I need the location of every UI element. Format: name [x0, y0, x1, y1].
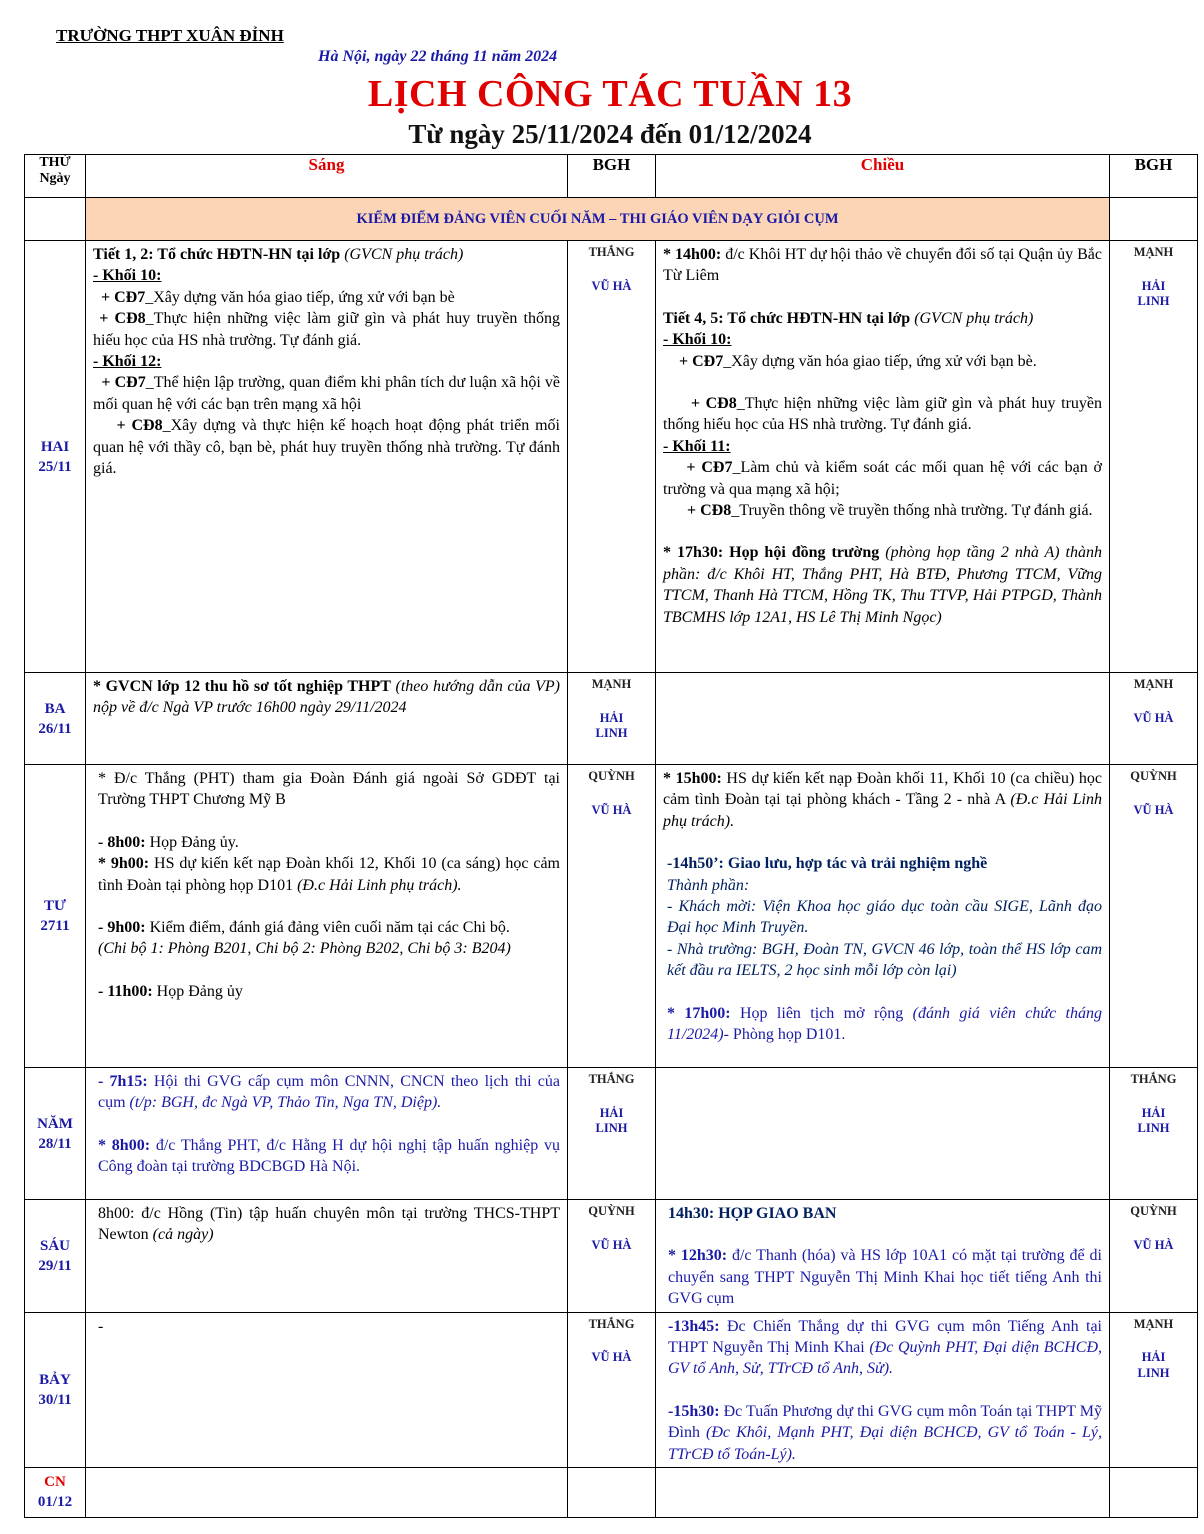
bgh-name: LINH — [1137, 294, 1170, 308]
afternoon-cell-friday — [656, 1200, 1110, 1313]
day-cell-wednesday — [25, 765, 86, 1068]
activity-time: -13h45: — [668, 1317, 720, 1335]
morning-cell-thursday — [86, 1068, 568, 1200]
activity-text: đ/c Thắng PHT, đ/c Hằng H dự hội nghị tập huấn nghiệp vụ Công đoàn tại trường BDCBGD Hà Nội. — [98, 1136, 561, 1176]
header-day-line1: THỨ — [39, 155, 71, 170]
activity-note: (Đc Quỳnh PHT, Đại diện BCHCĐ, GV tổ Anh, Sử, TTrCĐ tổ Anh, Sử). — [668, 1339, 1103, 1378]
bgh-afternoon-wednesday — [1110, 765, 1198, 1068]
day-date: 2711 — [40, 918, 70, 934]
grade-heading: - Khối 10: — [663, 331, 732, 349]
bgh-name: VŨ HÀ — [591, 278, 632, 293]
topic-code: + CĐ7 — [101, 374, 146, 392]
school-name: TRƯỜNG THPT XUÂN ĐỈNH — [56, 26, 284, 45]
bgh-afternoon-thursday — [1110, 1068, 1198, 1200]
day-date: 30/11 — [38, 1391, 72, 1408]
bgh-morning-sunday — [568, 1468, 656, 1518]
banner-text: KIỂM ĐIỂM ĐẢNG VIÊN CUỐI NĂM – THI GIÁO VIÊN DẠY GIỎI CỤM — [86, 198, 1110, 241]
topic-code: + CĐ7 — [679, 352, 724, 370]
day-name: TƯ — [44, 898, 66, 914]
page-title: LỊCH CÔNG TÁC TUẦN 13 — [367, 73, 853, 115]
activity-note: (cả ngày) — [152, 1226, 214, 1244]
day-name: SÁU — [39, 1237, 70, 1254]
bgh-morning-tuesday — [568, 673, 656, 765]
banner-empty-right — [1110, 198, 1198, 241]
header-day-line2: Ngày — [39, 171, 71, 186]
day-name: BA — [44, 700, 66, 717]
afternoon-cell-sunday — [656, 1468, 1110, 1518]
banner-empty-left — [25, 198, 86, 241]
activity-note: (Chi bộ 1: Phòng B201, Chi bộ 2: Phòng B202, Chi bộ 3: B204) — [98, 940, 511, 958]
bgh-name: QUỲNH — [588, 1204, 635, 1218]
activity-note: Thành phần: — [667, 876, 750, 894]
activity-text: * Đ/c Thắng (PHT) tham gia Đoàn Đánh giá ngoài Sở GDĐT tại Trường THPT Chương Mỹ B — [98, 770, 560, 809]
page-subtitle: Từ ngày 25/11/2024 đến 01/12/2024 — [408, 119, 812, 149]
bgh-name: VŨ HÀ — [1133, 1237, 1174, 1252]
header-row — [25, 155, 1198, 198]
activity-note: (GVCN phụ trách) — [340, 246, 464, 263]
activity-time: - 9h00: — [98, 919, 146, 937]
day-date: 25/11 — [38, 458, 72, 475]
topic-text: _Xây dựng văn hóa giao tiếp, ứng xử với bạn bè. — [723, 352, 1037, 370]
activity-title: 14h30: HỌP GIAO BAN — [668, 1205, 837, 1222]
topic-text: _Xây dựng văn hóa giao tiếp, ứng xử với bạn bè — [145, 288, 455, 306]
topic-text: _Xây dựng và thực hiện kế hoạch hoạt động phát triển mối quan hệ với thầy cô, bạn bè, phát huy truyền thống nhà trường. Tự đánh giá. — [93, 417, 561, 478]
afternoon-cell-wednesday — [656, 765, 1110, 1068]
row-wednesday — [25, 765, 1198, 1068]
activity-time: - 11h00: — [98, 982, 153, 1000]
topic-code: + CĐ8 — [687, 502, 732, 520]
activity-time: * 15h00: — [663, 770, 722, 787]
bgh-name: VŨ HÀ — [591, 1350, 632, 1365]
activity-time: 8h00: — [98, 1205, 135, 1222]
bgh-name: LINH — [1137, 1121, 1170, 1135]
bgh-name: MẠNH — [1133, 245, 1174, 259]
header-day — [25, 155, 86, 198]
header-afternoon: Chiều — [656, 155, 1110, 198]
row-saturday — [25, 1312, 1198, 1467]
day-cell-saturday — [25, 1312, 86, 1467]
bgh-name: LINH — [1137, 1365, 1170, 1380]
topic-code: + CĐ7 — [101, 288, 146, 306]
grade-heading: - Khối 12: — [93, 353, 162, 371]
bgh-name: THẮNG — [588, 245, 635, 259]
bgh-name: VŨ HÀ — [591, 802, 632, 817]
row-thursday — [25, 1068, 1198, 1200]
activity-time: * 8h00: — [98, 1136, 151, 1154]
activity-text: HS dự kiến kết nạp Đoàn khối 11, Khối 10 (ca chiều) học cảm tình Đoàn tại tại phòng khách - Tầng 2 - nhà A — [663, 770, 1102, 809]
bgh-name: MẠNH — [591, 677, 632, 691]
afternoon-cell-monday — [656, 241, 1110, 673]
day-cell-friday — [25, 1200, 86, 1313]
row-monday — [25, 241, 1198, 673]
activity-text: Họp Đảng ủy. — [145, 833, 239, 851]
topic-code: + CĐ8 — [116, 417, 163, 435]
bgh-name: LINH — [595, 726, 628, 740]
bgh-morning-wednesday — [568, 765, 656, 1068]
dateline: Hà Nội, ngày 22 tháng 11 năm 2024 — [318, 48, 558, 65]
schedule-table — [24, 154, 1198, 1518]
activity-time: - 7h15: — [98, 1073, 148, 1090]
activity-title: Tiết 1, 2: Tổ chức HĐTN-HN tại lớp — [93, 246, 341, 263]
activity-text: - Phòng họp D101. — [723, 1026, 846, 1044]
morning-cell-monday — [86, 241, 568, 673]
activity-text: Kiểm điểm, đánh giá đảng viên cuối năm tại các Chi bộ. — [145, 919, 510, 937]
day-cell-monday — [25, 241, 86, 673]
morning-cell-friday — [86, 1200, 568, 1313]
bgh-name: THẮNG — [1130, 1072, 1177, 1086]
header-bgh-morning: BGH — [568, 155, 656, 198]
bgh-afternoon-saturday — [1110, 1312, 1198, 1467]
day-cell-thursday — [25, 1068, 86, 1200]
activity-time: * 14h00: — [663, 246, 722, 263]
activity-note: - Khách mời: Viện Khoa học giáo dục toàn cầu SIGE, Lãnh đạo Đại học Minh Truyền. — [667, 898, 1102, 937]
day-date: 29/11 — [38, 1257, 72, 1274]
afternoon-cell-tuesday — [656, 673, 1110, 765]
bgh-name: QUỲNH — [1130, 1204, 1177, 1218]
header-bgh-afternoon: BGH — [1110, 155, 1198, 198]
activity-text: Hội thi GVG cấp cụm môn CNNN, CNCN theo lịch thi của cụm — [98, 1073, 560, 1112]
topic-code: + CĐ8 — [690, 395, 737, 413]
activity-text: đ/c Hồng (Tin) tập huấn chuyên môn tại trường THCS-THPT Newton — [98, 1205, 560, 1244]
day-name: CN — [44, 1474, 66, 1491]
bgh-name: VŨ HÀ — [1133, 802, 1174, 817]
activity-text: HS dự kiến kết nạp Đoàn khối 12, Khối 10 (ca sáng) học cảm tình Đoàn tại phòng họp D101 — [98, 855, 560, 894]
topic-text: _Thể hiện lập trường, quan điểm khi phân tích dư luận xã hội về mối quan hệ với các bạn trên mạng xã hội — [93, 374, 561, 413]
day-cell-tuesday — [25, 673, 86, 765]
row-tuesday — [25, 673, 1198, 765]
activity-note: (Đ.c Hải Linh phụ trách). — [663, 791, 1103, 830]
activity-note: (Đ.c Hải Linh phụ trách). — [297, 876, 462, 894]
activity-time: * 12h30: — [668, 1247, 728, 1265]
bgh-name: THẮNG — [588, 1316, 635, 1331]
activity-note: (Đc Khôi, Mạnh PHT, Đại diện BCHCĐ, GV tổ Toán - Lý, TTrCĐ tổ Toán-Lý). — [668, 1424, 1103, 1463]
day-cell-sunday — [25, 1468, 86, 1518]
activity-note: (GVCN phụ trách) — [910, 309, 1034, 327]
activity-time: * 17h00: — [667, 1004, 731, 1022]
morning-cell-wednesday — [86, 765, 568, 1068]
day-date: 28/11 — [38, 1135, 72, 1152]
row-sunday — [25, 1468, 1198, 1518]
topic-text: _Thực hiện những việc làm giữ gìn và phát huy truyền thống hiếu học của HS nhà trường. Tự đánh giá. — [93, 310, 561, 349]
bgh-name: MẠNH — [1133, 677, 1174, 691]
activity-title: -14h50’: Giao lưu, hợp tác và trải nghiệm nghề — [667, 855, 988, 873]
row-friday — [25, 1200, 1198, 1313]
topic-text: _Truyền thông về truyền thống nhà trường. Tự đánh giá. — [731, 502, 1093, 520]
grade-heading: - Khối 10: — [93, 267, 162, 285]
activity-title: * GVCN lớp 12 thu hồ sơ tốt nghiệp THPT — [93, 678, 391, 695]
bgh-name: HẢI — [1141, 1350, 1166, 1365]
topic-text: _Thực hiện những việc làm giữ gìn và phát huy truyền thống hiếu học của HS nhà trường. Tự đánh giá. — [663, 395, 1103, 434]
activity-note: (t/p: BGH, đc Ngà VP, Thảo Tin, Nga TN, Diệp). — [129, 1094, 442, 1112]
afternoon-cell-saturday — [656, 1312, 1110, 1467]
activity-note: (đánh giá viên chức tháng 11/2024) — [667, 1004, 1102, 1044]
day-name: BẢY — [39, 1371, 71, 1388]
activity-title: Tiết 4, 5: Tổ chức HĐTN-HN tại lớp — [663, 309, 911, 327]
bgh-morning-friday — [568, 1200, 656, 1313]
bgh-name: HẢI — [1141, 1105, 1166, 1120]
bgh-name: HẢI — [599, 710, 624, 725]
activity-text: Đc Chiến Thắng dự thi GVG cụm môn Tiếng Anh tại THPT Nguyễn Thị Minh Khai — [668, 1317, 1102, 1357]
bgh-morning-monday — [568, 241, 656, 673]
bgh-name: MẠNH — [1133, 1316, 1174, 1331]
activity-note: - Nhà trường: BGH, Đoàn TN, GVCN 46 lớp, toàn thể HS lớp cam kết đầu ra IELTS, 2 học sinh mỗi lớp còn lại) — [667, 940, 1102, 980]
activity-text: đ/c Khôi HT dự hội thảo về chuyển đổi số tại Quận ủy Bắc Từ Liêm — [663, 246, 1102, 285]
activity-time: * 9h00: — [98, 855, 150, 873]
day-name: HAI — [40, 438, 70, 455]
bgh-name: VŨ HÀ — [1133, 710, 1174, 725]
bgh-morning-saturday — [568, 1312, 656, 1467]
bgh-name: VŨ HÀ — [591, 1237, 632, 1252]
bgh-afternoon-tuesday — [1110, 673, 1198, 765]
morning-cell-sunday — [86, 1468, 568, 1518]
activity-time: - 8h00: — [98, 833, 146, 851]
activity-title: * 17h30: Họp hội đồng trường — [663, 544, 880, 562]
activity-text: đ/c Thanh (hóa) và HS lớp 10A1 có mặt tại trường để di chuyển sang THPT Nguyễn Thị Minh Khai học tiết tiếng Anh thi GVG cụm — [668, 1247, 1102, 1308]
bgh-afternoon-monday — [1110, 241, 1198, 673]
topic-code: + CĐ7 — [686, 459, 733, 477]
activity-note: (theo hướng dẫn của VP) nộp về đ/c Ngà VP trước 16h00 ngày 29/11/2024 — [93, 678, 560, 717]
day-name: NĂM — [37, 1115, 73, 1132]
day-date: 26/11 — [38, 720, 72, 737]
bgh-afternoon-sunday — [1110, 1468, 1198, 1518]
day-date: 01/12 — [37, 1494, 73, 1511]
activity-text: Đc Tuấn Phương dự thi GVG cụm môn Toán tại THPT Mỹ Đình — [668, 1402, 1102, 1442]
banner-row — [25, 198, 1198, 241]
grade-heading: - Khối 11: — [663, 437, 731, 455]
morning-cell-saturday — [86, 1312, 568, 1467]
morning-cell-tuesday — [86, 673, 568, 765]
bgh-name: HẢI — [599, 1105, 624, 1120]
topic-code: + CĐ8 — [99, 310, 146, 328]
topic-text: _Làm chủ và kiểm soát các mối quan hệ với các bạn ở trường và qua mạng xã hội; — [663, 459, 1103, 498]
bgh-name: QUỲNH — [588, 769, 635, 783]
header-morning: Sáng — [86, 155, 568, 198]
activity-text: Họp liên tịch mở rộng — [730, 1004, 913, 1022]
bgh-name: HẢI — [1141, 278, 1166, 293]
activity-text: Họp Đảng ủy — [152, 982, 243, 1000]
bgh-name: LINH — [595, 1121, 628, 1135]
afternoon-cell-thursday — [656, 1068, 1110, 1200]
bgh-afternoon-friday — [1110, 1200, 1198, 1313]
bgh-name: QUỲNH — [1130, 769, 1177, 783]
bgh-name: THẮNG — [588, 1072, 635, 1086]
activity-note: (phòng họp tầng 2 nhà A) thành phần: đ/c Khôi HT, Thắng PHT, Hà BTĐ, Phương TTCM, Vững TTCM, Thanh Hà TTCM, Hồng TK, Thu TTVP, Hải PTPGD, Thành TBCMHS lớp 12A1, HS Lê Thị Minh Ngọc) — [663, 544, 1103, 626]
activity-text: - — [98, 1317, 104, 1335]
activity-time: -15h30: — [668, 1402, 720, 1420]
bgh-morning-thursday — [568, 1068, 656, 1200]
